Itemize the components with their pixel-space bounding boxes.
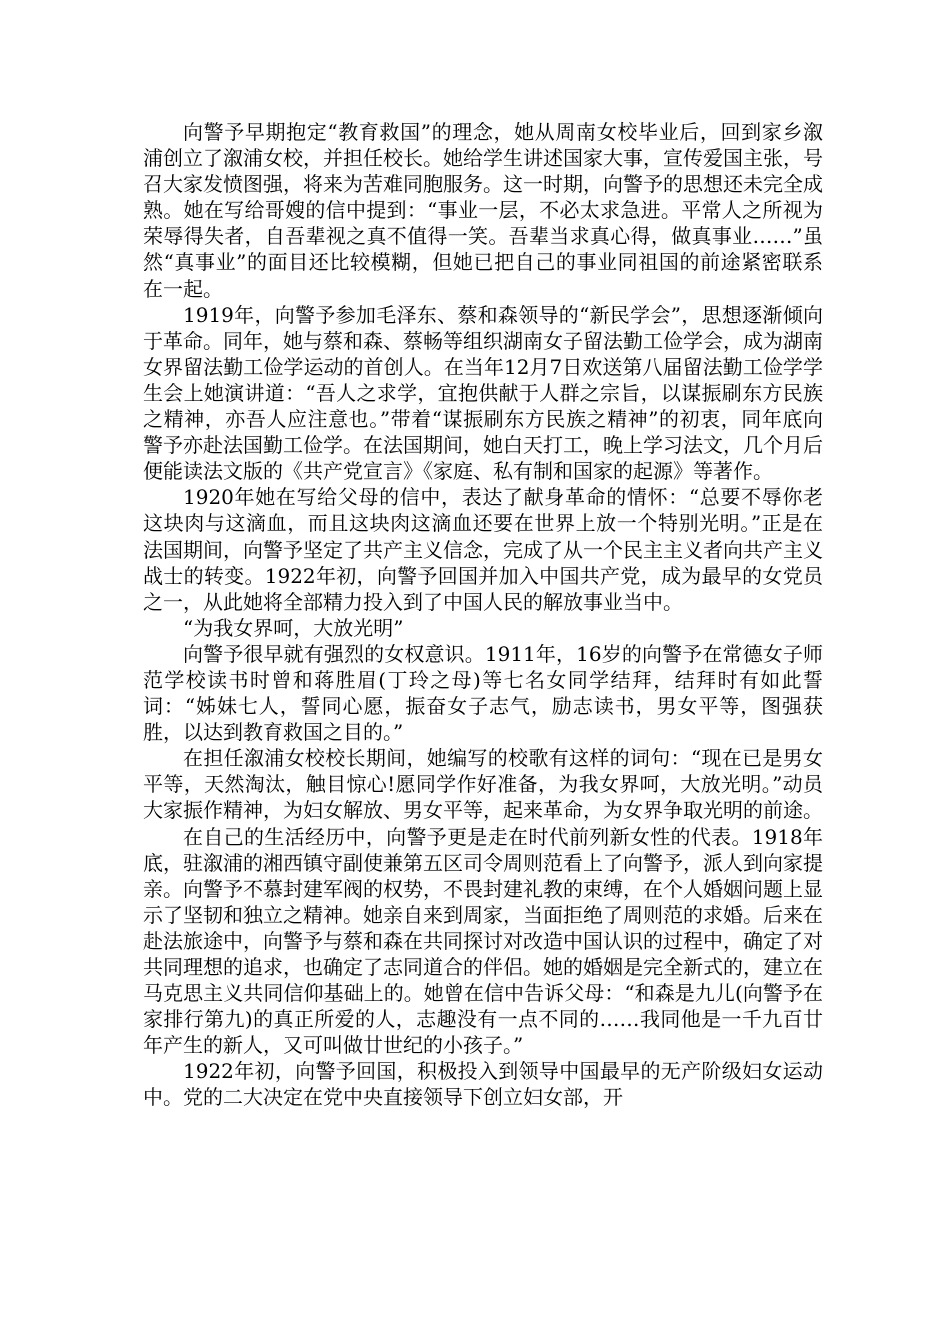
paragraph-feminist-awareness: 向警予很早就有强烈的女权意识。1911年，16岁的向警予在常德女子师范学校读书时曾和蒋胜眉(丁玲之母)等七名女同学结拜，结拜时有如此誓词：“姊妹七人，誓同心愿，振奋女子志气，励志读书，男女平等，图强获胜，以达到教育救国之目的。” (143, 641, 823, 745)
paragraph-school-song: 在担任溆浦女校校长期间，她编写的校歌有这样的词句：“现在已是男女平等，天然淘汰，触目惊心!愿同学作好准备，为我女界呵，大放光明。”动员大家振作精神，为妇女解放、男女平等，起来革命，为女界争取光明的前途。 (143, 746, 823, 823)
document-body (143, 119, 823, 1111)
section-heading-womens-light: “为我女界呵，大放光明” (183, 615, 404, 640)
paragraph-1920-letter-to-parents: 1920年她在写给父母的信中，表达了献身革命的情怀：“总要不辱你老这块肉与这滴血，而且这块肉这滴血还要在世界上放一个特别光明。”正是在法国期间，向警予坚定了共产主义信念，完成了从一个民主主义者向共产主义战士的转变。1922年初，向警予回国并加入中国共产党，成为最早的女党员之一，从此她将全部精力投入到了中国人民的解放事业当中。 (143, 485, 823, 614)
paragraph-education-ideal: 向警予早期抱定“教育救国”的理念，她从周南女校毕业后，回到家乡溆浦创立了溆浦女校，并担任校长。她给学生讲述国家大事，宣传爱国主张，号召大家发愤图强，将来为苦难同胞服务。这一时期，向警予的思想还未完全成熟。她在写给哥嫂的信中提到：“事业一层，不必太求急进。平常人之所视为荣辱得失者，自吾辈视之真不值得一笑。吾辈当求真心得，做真事业……”虽然“真事业”的面目还比较模糊，但她已把自己的事业同祖国的前途紧密联系在一起。 (143, 120, 823, 301)
paragraph-marriage: 在自己的生活经历中，向警予更是走在时代前列新女性的代表。1918年底，驻溆浦的湘西镇守副使兼第五区司令周则范看上了向警予，派人到向家提亲。向警予不慕封建军阀的权势，不畏封建礼教的束缚，在个人婚姻问题上显示了坚韧和独立之精神。她亲自来到周家，当面拒绝了周则范的求婚。后来在赴法旅途中，向警予与蔡和森在共同探讨对改造中国认识的过程中，确定了对共同理想的追求，也确定了志同道合的伴侣。她的婚姻是完全新式的，建立在马克思主义共同信仰基础上的。她曾在信中告诉父母：“和森是九儿(向警予在家排行第九)的真正所爱的人，志趣没有一点不同的……我同他是一千九百廿年产生的新人，又可叫做廿世纪的小孩子。” (143, 824, 823, 1058)
paragraph-1919-new-people-society: 1919年，向警予参加毛泽东、蔡和森领导的“新民学会”，思想逐渐倾向于革命。同年，她与蔡和森、蔡畅等组织湖南女子留法勤工俭学会，成为湖南女界留法勤工俭学运动的首创人。在当年12月7日欢送第八届留法勤工俭学学生会上她演讲道：“吾人之求学，宜抱供献于人群之宗旨，以谋振刷东方民族之精神，亦吾人应注意也。”带着“谋振刷东方民族之精神”的初衷，同年底向警予亦赴法国勤工俭学。在法国期间，她白天打工，晚上学习法文，几个月后便能读法文版的《共产党宣言》《家庭、私有制和国家的起源》等著作。 (143, 302, 823, 484)
paragraph-1922-women-movement: 1922年初，向警予回国，积极投入到领导中国最早的无产阶级妇女运动中。党的二大决定在党中央直接领导下创立妇女部，开 (143, 1059, 823, 1110)
